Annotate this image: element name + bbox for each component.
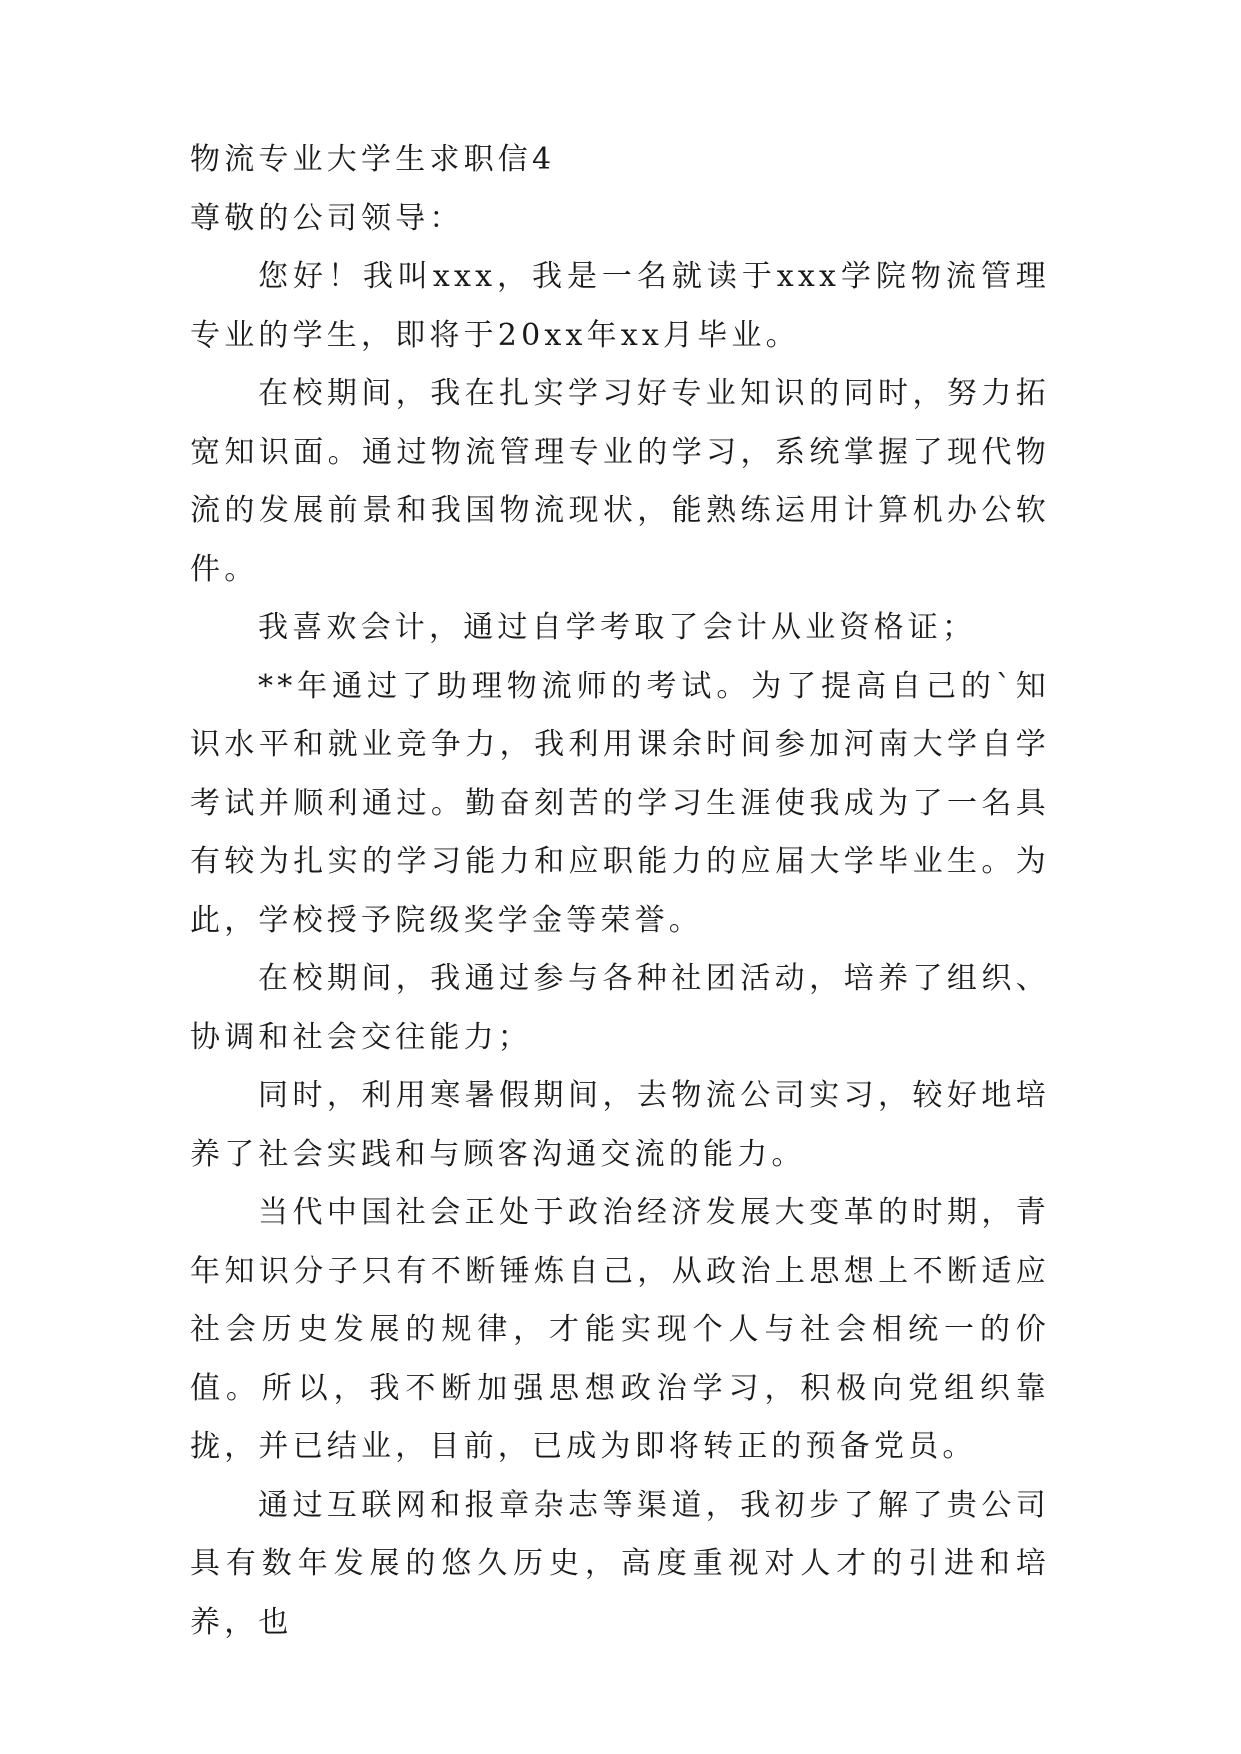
paragraph-political: 当代中国社会正处于政治经济发展大变革的时期，青年知识分子只有不断锤炼自己，从政治上思想上不断适应社会历史发展的规律，才能实现个人与社会相统一的价值。所以，我不断加强思想政治学习，积极向党组织靠拢，并已结业，目前，已成为即将转正的预备党员。	[190, 1195, 1050, 1464]
paragraph-activities: 在校期间，我通过参与各种社团活动，培养了组织、协调和社会交往能力；	[190, 961, 1050, 1055]
letter-body	[190, 131, 1050, 1652]
paragraph-logistics-exam: **年通过了助理物流师的考试。为了提高自己的`知识水平和就业竞争力，我利用课余时间参加河南大学自学考试并顺利通过。勤奋刻苦的学习生涯使我成为了一名具有较为扎实的学习能力和应职能力的应届大学毕业生。为此，学校授予院级奖学金等荣誉。	[190, 668, 1050, 938]
paragraph-study: 在校期间，我在扎实学习好专业知识的同时，努力拓宽知识面。通过物流管理专业的学习，系统掌握了现代物流的发展前景和我国物流现状，能熟练运用计算机办公软件。	[190, 376, 1050, 587]
salutation: 尊敬的公司领导：	[190, 200, 464, 236]
letter-title: 物流专业大学生求职信4	[190, 142, 556, 177]
paragraph-greeting: 您好！我叫xxx，我是一名就读于xxx学院物流管理专业的学生，即将于20xx年xx月毕业。	[190, 259, 1050, 353]
paragraph-internship: 同时，利用寒暑假期间，去物流公司实习，较好地培养了社会实践和与顾客沟通交流的能力。	[190, 1078, 1050, 1172]
paragraph-company: 通过互联网和报章杂志等渠道，我初步了解了贵公司具有数年发展的悠久历史，高度重视对人才的引进和培养，也	[190, 1487, 1050, 1640]
paragraph-accounting: 我喜欢会计，通过自学考取了会计从业资格证；	[258, 610, 977, 645]
